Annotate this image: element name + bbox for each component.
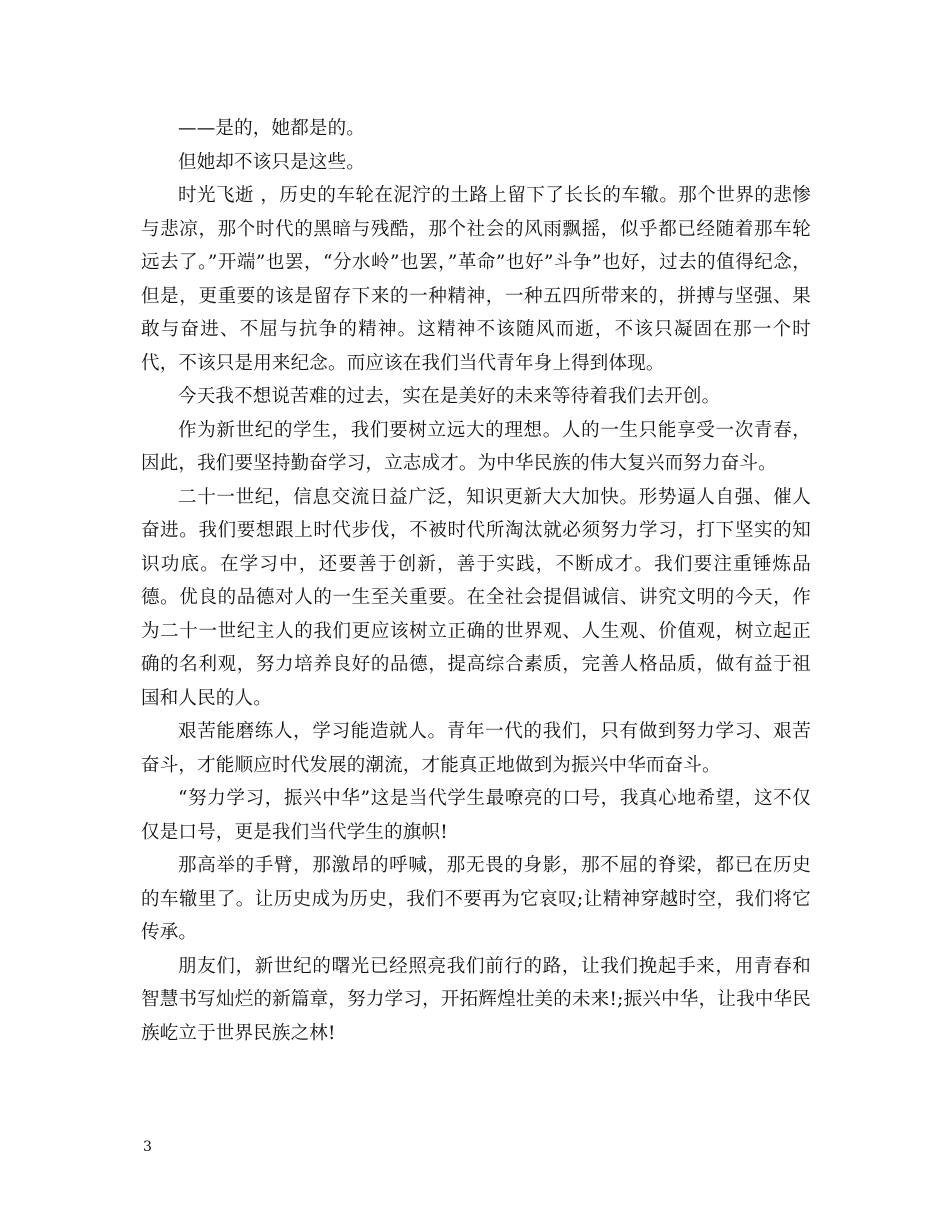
document-body: [141, 112, 811, 1050]
paragraph: 艰苦能磨练人，学习能造就人。青年一代的我们，只有做到努力学习、艰苦奋斗，才能顺应时代发展的潮流，才能真正地做到为振兴中华而奋斗。: [141, 721, 811, 776]
paragraph: 朋友们，新世纪的曙光已经照亮我们前行的路，让我们挽起手来，用青春和智慧书写灿烂的新篇章，努力学习，开拓辉煌壮美的未来!;振兴中华，让我中华民族屹立于世界民族之林!: [141, 955, 811, 1044]
paragraph: 二十一世纪，信息交流日益广泛，知识更新大大加快。形势逼人自强、催人奋进。我们要想跟上时代步伐，不被时代所淘汰就必须努力学习，打下坚实的知识功底。在学习中，还要善于创新，善于实践，不断成才。我们要注重锤炼品德。优良的品德对人的一生至关重要。在全社会提倡诚信、讲究文明的今天，作为二十一世纪主人的我们更应该树立正确的世界观、人生观、价值观，树立起正确的名利观，努力培养良好的品德，提高综合素质，完善人格品质，做有益于祖国和人民的人。: [141, 486, 811, 709]
paragraph: 那高举的手臂，那激昂的呼喊，那无畏的身影，那不屈的脊梁，都已在历史的车辙里了。让历史成为历史，我们不要再为它哀叹;让精神穿越时空，我们将它传承。: [141, 855, 811, 943]
paragraph: 但她却不该只是这些。: [178, 151, 366, 173]
paragraph: 作为新世纪的学生，我们要树立远大的理想。人的一生只能享受一次青春，因此，我们要坚持勤奋学习，立志成才。为中华民族的伟大复兴而努力奋斗。: [141, 419, 811, 474]
paragraph: ——是的，她都是的。: [178, 118, 366, 139]
page-number: 3: [143, 1139, 152, 1155]
paragraph: “努力学习，振兴中华”这是当代学生最嘹亮的口号，我真心地希望，这不仅仅是口号，更是我们当代学生的旗帜!: [141, 788, 811, 843]
paragraph: 时光飞逝 ，历史的车轮在泥泞的土路上留下了长长的车辙。那个世界的悲惨与悲凉，那个时代的黑暗与残酷，那个社会的风雨飘摇，似乎都已经随着那车轮远去了。”开端”也罢，“分水岭”也罢，”革命”也好”斗争”也好，过去的值得纪念，但是，更重要的该是留存下来的一种精神，一种五四所带来的，拼搏与坚强、果敢与奋进、不屈与抗争的精神。这精神不该随风而逝，不该只凝固在那一个时代，不该只是用来纪念。而应该在我们当代青年身上得到体现。: [141, 185, 811, 374]
paragraph: 今天我不想说苦难的过去，实在是美好的未来等待着我们去开创。: [178, 386, 721, 407]
